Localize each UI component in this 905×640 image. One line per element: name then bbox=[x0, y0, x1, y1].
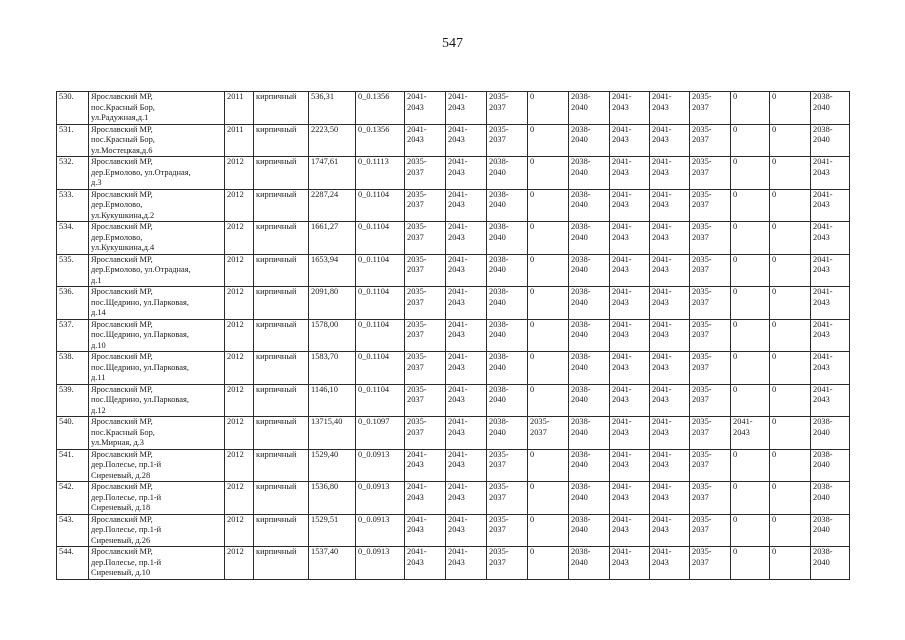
period-10-cell: 0 bbox=[770, 189, 811, 222]
period-2-cell: 2041-2043 bbox=[446, 92, 487, 125]
period-7-cell: 2041-2043 bbox=[650, 157, 690, 190]
period-1-cell: 2041-2043 bbox=[405, 514, 446, 547]
period-5-cell: 2038-2040 bbox=[569, 384, 610, 417]
period-10-cell: 0 bbox=[770, 547, 811, 580]
period-6-cell: 2041-2043 bbox=[610, 482, 650, 515]
area-cell: 1661,27 bbox=[309, 222, 356, 255]
period-9-cell: 0 bbox=[731, 222, 770, 255]
period-10-cell: 0 bbox=[770, 254, 811, 287]
period-1-cell: 2035-2037 bbox=[405, 417, 446, 450]
area-cell: 1537,40 bbox=[309, 547, 356, 580]
wall-material-cell: кирпичный bbox=[254, 157, 309, 190]
row-number-cell: 544. bbox=[57, 547, 89, 580]
table-row bbox=[57, 417, 898, 450]
period-3-cell: 2035-2037 bbox=[487, 449, 528, 482]
address-cell: Ярославский МР, пос.Щедрино, ул.Парковая, д.14 bbox=[89, 287, 225, 320]
period-5-cell: 2038-2040 bbox=[569, 189, 610, 222]
period-3-cell: 2035-2037 bbox=[487, 124, 528, 157]
wall-material-cell: кирпичный bbox=[254, 92, 309, 125]
period-7-cell: 2041-2043 bbox=[650, 319, 690, 352]
period-7-cell: 2041-2043 bbox=[650, 417, 690, 450]
period-6-cell: 2041-2043 bbox=[610, 254, 650, 287]
period-4-cell: 0 bbox=[528, 449, 569, 482]
period-8-cell: 2035-2037 bbox=[690, 222, 731, 255]
row-number-cell: 538. bbox=[57, 352, 89, 385]
area-cell: 1536,80 bbox=[309, 482, 356, 515]
period-9-cell: 0 bbox=[731, 287, 770, 320]
year-cell: 2012 bbox=[225, 254, 254, 287]
period-3-cell: 2038-2040 bbox=[487, 319, 528, 352]
wall-material-cell: кирпичный bbox=[254, 254, 309, 287]
wall-material-cell: кирпичный bbox=[254, 449, 309, 482]
table-row bbox=[57, 482, 898, 515]
row-number-cell: 535. bbox=[57, 254, 89, 287]
period-7-cell: 2041-2043 bbox=[650, 287, 690, 320]
address-cell: Ярославский МР, пос.Щедрино, ул.Парковая, д.11 bbox=[89, 352, 225, 385]
period-9-cell: 0 bbox=[731, 157, 770, 190]
table-row bbox=[57, 254, 898, 287]
period-1-cell: 2035-2037 bbox=[405, 287, 446, 320]
period-3-cell: 2038-2040 bbox=[487, 189, 528, 222]
address-cell: Ярославский МР, дер.Полесье, пр.1-й Сиреневый, д.28 bbox=[89, 449, 225, 482]
area-cell: 13715,40 bbox=[309, 417, 356, 450]
period-11-cell: 2041-2043 bbox=[811, 157, 850, 190]
code-cell: 0_0.0913 bbox=[356, 547, 405, 580]
period-3-cell: 2035-2037 bbox=[487, 547, 528, 580]
area-cell: 1653,94 bbox=[309, 254, 356, 287]
period-5-cell: 2038-2040 bbox=[569, 352, 610, 385]
address-cell: Ярославский МР, пос.Красный Бор, ул.Радужная,д.1 bbox=[89, 92, 225, 125]
wall-material-cell: кирпичный bbox=[254, 417, 309, 450]
period-6-cell: 2041-2043 bbox=[610, 449, 650, 482]
period-4-cell: 0 bbox=[528, 157, 569, 190]
period-11-cell: 2041-2043 bbox=[811, 254, 850, 287]
period-2-cell: 2041-2043 bbox=[446, 547, 487, 580]
area-cell: 2091,80 bbox=[309, 287, 356, 320]
period-7-cell: 2041-2043 bbox=[650, 92, 690, 125]
period-4-cell: 2035-2037 bbox=[528, 417, 569, 450]
row-number-cell: 541. bbox=[57, 449, 89, 482]
period-10-cell: 0 bbox=[770, 92, 811, 125]
code-cell: 0_0.0913 bbox=[356, 514, 405, 547]
address-cell: Ярославский МР, пос.Красный Бор, ул.Мирная, д.3 bbox=[89, 417, 225, 450]
area-cell: 2223,50 bbox=[309, 124, 356, 157]
table-body bbox=[57, 92, 898, 580]
area-cell: 1529,51 bbox=[309, 514, 356, 547]
area-cell: 536,31 bbox=[309, 92, 356, 125]
period-11-cell: 2038-2040 bbox=[811, 417, 850, 450]
table-row bbox=[57, 514, 898, 547]
table-row bbox=[57, 547, 898, 580]
period-5-cell: 2038-2040 bbox=[569, 222, 610, 255]
code-cell: 0_0.1104 bbox=[356, 254, 405, 287]
period-9-cell: 0 bbox=[731, 254, 770, 287]
period-2-cell: 2041-2043 bbox=[446, 319, 487, 352]
address-cell: Ярославский МР, пос.Красный Бор, ул.Мостецкая,д.6 bbox=[89, 124, 225, 157]
period-5-cell: 2038-2040 bbox=[569, 547, 610, 580]
wall-material-cell: кирпичный bbox=[254, 482, 309, 515]
period-4-cell: 0 bbox=[528, 92, 569, 125]
period-1-cell: 2041-2043 bbox=[405, 449, 446, 482]
year-cell: 2012 bbox=[225, 514, 254, 547]
period-1-cell: 2041-2043 bbox=[405, 547, 446, 580]
area-cell: 1529,40 bbox=[309, 449, 356, 482]
period-1-cell: 2035-2037 bbox=[405, 254, 446, 287]
wall-material-cell: кирпичный bbox=[254, 547, 309, 580]
address-cell: Ярославский МР, пос.Щедрино, ул.Парковая, д.10 bbox=[89, 319, 225, 352]
table-row bbox=[57, 449, 898, 482]
code-cell: 0_0.1104 bbox=[356, 384, 405, 417]
period-4-cell: 0 bbox=[528, 287, 569, 320]
period-4-cell: 0 bbox=[528, 319, 569, 352]
period-6-cell: 2041-2043 bbox=[610, 287, 650, 320]
period-9-cell: 0 bbox=[731, 189, 770, 222]
wall-material-cell: кирпичный bbox=[254, 319, 309, 352]
wall-material-cell: кирпичный bbox=[254, 124, 309, 157]
period-4-cell: 0 bbox=[528, 514, 569, 547]
period-5-cell: 2038-2040 bbox=[569, 449, 610, 482]
period-6-cell: 2041-2043 bbox=[610, 319, 650, 352]
period-1-cell: 2041-2043 bbox=[405, 92, 446, 125]
period-10-cell: 0 bbox=[770, 417, 811, 450]
area-cell: 1578,00 bbox=[309, 319, 356, 352]
period-11-cell: 2038-2040 bbox=[811, 92, 850, 125]
period-6-cell: 2041-2043 bbox=[610, 92, 650, 125]
period-8-cell: 2035-2037 bbox=[690, 157, 731, 190]
address-cell: Ярославский МР, дер.Полесье, пр.1-й Сиреневый, д.10 bbox=[89, 547, 225, 580]
period-8-cell: 2035-2037 bbox=[690, 547, 731, 580]
period-5-cell: 2038-2040 bbox=[569, 514, 610, 547]
period-8-cell: 2035-2037 bbox=[690, 482, 731, 515]
period-3-cell: 2035-2037 bbox=[487, 482, 528, 515]
period-10-cell: 0 bbox=[770, 157, 811, 190]
period-4-cell: 0 bbox=[528, 547, 569, 580]
address-cell: Ярославский МР, дер.Ермолово, ул.Кукушкина,д.4 bbox=[89, 222, 225, 255]
year-cell: 2012 bbox=[225, 157, 254, 190]
code-cell: 0_0.1104 bbox=[356, 287, 405, 320]
wall-material-cell: кирпичный bbox=[254, 384, 309, 417]
period-9-cell: 0 bbox=[731, 384, 770, 417]
period-6-cell: 2041-2043 bbox=[610, 417, 650, 450]
period-8-cell: 2035-2037 bbox=[690, 384, 731, 417]
area-cell: 1146,10 bbox=[309, 384, 356, 417]
period-7-cell: 2041-2043 bbox=[650, 222, 690, 255]
period-1-cell: 2035-2037 bbox=[405, 222, 446, 255]
period-11-cell: 2038-2040 bbox=[811, 482, 850, 515]
row-number-cell: 530. bbox=[57, 92, 89, 125]
period-8-cell: 2035-2037 bbox=[690, 124, 731, 157]
period-4-cell: 0 bbox=[528, 482, 569, 515]
period-6-cell: 2041-2043 bbox=[610, 124, 650, 157]
period-7-cell: 2041-2043 bbox=[650, 514, 690, 547]
period-1-cell: 2041-2043 bbox=[405, 482, 446, 515]
period-6-cell: 2041-2043 bbox=[610, 352, 650, 385]
period-8-cell: 2035-2037 bbox=[690, 417, 731, 450]
row-number-cell: 540. bbox=[57, 417, 89, 450]
period-8-cell: 2035-2037 bbox=[690, 189, 731, 222]
period-5-cell: 2038-2040 bbox=[569, 319, 610, 352]
row-number-cell: 543. bbox=[57, 514, 89, 547]
period-3-cell: 2035-2037 bbox=[487, 514, 528, 547]
code-cell: 0_0.1113 bbox=[356, 157, 405, 190]
address-cell: Ярославский МР, дер.Ермолово, ул.Отрадная, д.1 bbox=[89, 254, 225, 287]
code-cell: 0_0.1104 bbox=[356, 222, 405, 255]
year-cell: 2012 bbox=[225, 352, 254, 385]
period-9-cell: 0 bbox=[731, 449, 770, 482]
wall-material-cell: кирпичный bbox=[254, 514, 309, 547]
period-11-cell: 2038-2040 bbox=[811, 547, 850, 580]
period-6-cell: 2041-2043 bbox=[610, 189, 650, 222]
period-11-cell: 2041-2043 bbox=[811, 384, 850, 417]
period-9-cell: 0 bbox=[731, 124, 770, 157]
wall-material-cell: кирпичный bbox=[254, 287, 309, 320]
table-row bbox=[57, 92, 898, 125]
period-3-cell: 2038-2040 bbox=[487, 384, 528, 417]
period-2-cell: 2041-2043 bbox=[446, 157, 487, 190]
period-2-cell: 2041-2043 bbox=[446, 417, 487, 450]
year-cell: 2012 bbox=[225, 482, 254, 515]
period-5-cell: 2038-2040 bbox=[569, 254, 610, 287]
period-8-cell: 2035-2037 bbox=[690, 514, 731, 547]
table-row bbox=[57, 124, 898, 157]
year-cell: 2012 bbox=[225, 287, 254, 320]
period-4-cell: 0 bbox=[528, 222, 569, 255]
period-11-cell: 2041-2043 bbox=[811, 189, 850, 222]
code-cell: 0_0.0913 bbox=[356, 482, 405, 515]
period-7-cell: 2041-2043 bbox=[650, 547, 690, 580]
period-3-cell: 2038-2040 bbox=[487, 287, 528, 320]
period-5-cell: 2038-2040 bbox=[569, 92, 610, 125]
period-6-cell: 2041-2043 bbox=[610, 222, 650, 255]
wall-material-cell: кирпичный bbox=[254, 189, 309, 222]
address-cell: Ярославский МР, дер.Ермолово, ул.Кукушкина,д.2 bbox=[89, 189, 225, 222]
period-2-cell: 2041-2043 bbox=[446, 222, 487, 255]
area-cell: 2287,24 bbox=[309, 189, 356, 222]
period-1-cell: 2035-2037 bbox=[405, 352, 446, 385]
period-7-cell: 2041-2043 bbox=[650, 384, 690, 417]
period-9-cell: 0 bbox=[731, 482, 770, 515]
period-2-cell: 2041-2043 bbox=[446, 449, 487, 482]
year-cell: 2012 bbox=[225, 384, 254, 417]
period-2-cell: 2041-2043 bbox=[446, 189, 487, 222]
row-number-cell: 537. bbox=[57, 319, 89, 352]
period-9-cell: 0 bbox=[731, 352, 770, 385]
row-number-cell: 531. bbox=[57, 124, 89, 157]
period-11-cell: 2038-2040 bbox=[811, 514, 850, 547]
housing-register-table bbox=[56, 91, 898, 580]
year-cell: 2012 bbox=[225, 222, 254, 255]
period-2-cell: 2041-2043 bbox=[446, 384, 487, 417]
year-cell: 2012 bbox=[225, 319, 254, 352]
period-1-cell: 2041-2043 bbox=[405, 124, 446, 157]
period-3-cell: 2038-2040 bbox=[487, 222, 528, 255]
period-6-cell: 2041-2043 bbox=[610, 514, 650, 547]
period-8-cell: 2035-2037 bbox=[690, 92, 731, 125]
period-4-cell: 0 bbox=[528, 254, 569, 287]
period-7-cell: 2041-2043 bbox=[650, 254, 690, 287]
table-row bbox=[57, 384, 898, 417]
code-cell: 0_0.1104 bbox=[356, 319, 405, 352]
code-cell: 0_0.1097 bbox=[356, 417, 405, 450]
period-11-cell: 2038-2040 bbox=[811, 449, 850, 482]
period-8-cell: 2035-2037 bbox=[690, 287, 731, 320]
period-9-cell: 2041-2043 bbox=[731, 417, 770, 450]
period-1-cell: 2035-2037 bbox=[405, 319, 446, 352]
address-cell: Ярославский МР, дер.Полесье, пр.1-й Сиреневый, д.26 bbox=[89, 514, 225, 547]
code-cell: 0_0.1104 bbox=[356, 189, 405, 222]
period-7-cell: 2041-2043 bbox=[650, 449, 690, 482]
page-number: 547 bbox=[442, 36, 463, 51]
period-9-cell: 0 bbox=[731, 514, 770, 547]
period-5-cell: 2038-2040 bbox=[569, 482, 610, 515]
period-2-cell: 2041-2043 bbox=[446, 124, 487, 157]
period-7-cell: 2041-2043 bbox=[650, 482, 690, 515]
address-cell: Ярославский МР, пос.Щедрино, ул.Парковая, д.12 bbox=[89, 384, 225, 417]
period-1-cell: 2035-2037 bbox=[405, 384, 446, 417]
period-9-cell: 0 bbox=[731, 319, 770, 352]
period-8-cell: 2035-2037 bbox=[690, 254, 731, 287]
period-10-cell: 0 bbox=[770, 319, 811, 352]
table-row bbox=[57, 319, 898, 352]
row-number-cell: 536. bbox=[57, 287, 89, 320]
code-cell: 0_0.1356 bbox=[356, 92, 405, 125]
table-row bbox=[57, 157, 898, 190]
row-number-cell: 532. bbox=[57, 157, 89, 190]
area-cell: 1583,70 bbox=[309, 352, 356, 385]
wall-material-cell: кирпичный bbox=[254, 222, 309, 255]
year-cell: 2012 bbox=[225, 449, 254, 482]
period-4-cell: 0 bbox=[528, 384, 569, 417]
period-4-cell: 0 bbox=[528, 352, 569, 385]
period-7-cell: 2041-2043 bbox=[650, 124, 690, 157]
period-1-cell: 2035-2037 bbox=[405, 189, 446, 222]
period-8-cell: 2035-2037 bbox=[690, 449, 731, 482]
table-row bbox=[57, 222, 898, 255]
period-8-cell: 2035-2037 bbox=[690, 319, 731, 352]
period-5-cell: 2038-2040 bbox=[569, 287, 610, 320]
row-number-cell: 534. bbox=[57, 222, 89, 255]
period-2-cell: 2041-2043 bbox=[446, 482, 487, 515]
period-10-cell: 0 bbox=[770, 124, 811, 157]
period-4-cell: 0 bbox=[528, 189, 569, 222]
period-10-cell: 0 bbox=[770, 482, 811, 515]
period-7-cell: 2041-2043 bbox=[650, 352, 690, 385]
period-10-cell: 0 bbox=[770, 384, 811, 417]
period-10-cell: 0 bbox=[770, 222, 811, 255]
period-10-cell: 0 bbox=[770, 287, 811, 320]
year-cell: 2012 bbox=[225, 417, 254, 450]
period-6-cell: 2041-2043 bbox=[610, 157, 650, 190]
period-2-cell: 2041-2043 bbox=[446, 287, 487, 320]
period-3-cell: 2035-2037 bbox=[487, 92, 528, 125]
period-5-cell: 2038-2040 bbox=[569, 124, 610, 157]
period-5-cell: 2038-2040 bbox=[569, 157, 610, 190]
table-row bbox=[57, 189, 898, 222]
year-cell: 2012 bbox=[225, 547, 254, 580]
period-9-cell: 0 bbox=[731, 92, 770, 125]
year-cell: 2011 bbox=[225, 92, 254, 125]
period-3-cell: 2038-2040 bbox=[487, 417, 528, 450]
code-cell: 0_0.1356 bbox=[356, 124, 405, 157]
code-cell: 0_0.1104 bbox=[356, 352, 405, 385]
period-11-cell: 2041-2043 bbox=[811, 352, 850, 385]
period-7-cell: 2041-2043 bbox=[650, 189, 690, 222]
wall-material-cell: кирпичный bbox=[254, 352, 309, 385]
period-11-cell: 2041-2043 bbox=[811, 287, 850, 320]
period-6-cell: 2041-2043 bbox=[610, 547, 650, 580]
year-cell: 2011 bbox=[225, 124, 254, 157]
address-cell: Ярославский МР, дер.Ермолово, ул.Отрадная, д.3 bbox=[89, 157, 225, 190]
period-4-cell: 0 bbox=[528, 124, 569, 157]
period-11-cell: 2038-2040 bbox=[811, 124, 850, 157]
period-2-cell: 2041-2043 bbox=[446, 352, 487, 385]
period-3-cell: 2038-2040 bbox=[487, 352, 528, 385]
period-2-cell: 2041-2043 bbox=[446, 514, 487, 547]
period-5-cell: 2038-2040 bbox=[569, 417, 610, 450]
year-cell: 2012 bbox=[225, 189, 254, 222]
period-6-cell: 2041-2043 bbox=[610, 384, 650, 417]
period-3-cell: 2038-2040 bbox=[487, 157, 528, 190]
code-cell: 0_0.0913 bbox=[356, 449, 405, 482]
period-3-cell: 2038-2040 bbox=[487, 254, 528, 287]
row-number-cell: 533. bbox=[57, 189, 89, 222]
row-number-cell: 542. bbox=[57, 482, 89, 515]
table-row bbox=[57, 287, 898, 320]
period-10-cell: 0 bbox=[770, 449, 811, 482]
period-9-cell: 0 bbox=[731, 547, 770, 580]
period-10-cell: 0 bbox=[770, 514, 811, 547]
period-2-cell: 2041-2043 bbox=[446, 254, 487, 287]
address-cell: Ярославский МР, дер.Полесье, пр.1-й Сиреневый, д.18 bbox=[89, 482, 225, 515]
period-1-cell: 2035-2037 bbox=[405, 157, 446, 190]
period-11-cell: 2041-2043 bbox=[811, 222, 850, 255]
period-8-cell: 2035-2037 bbox=[690, 352, 731, 385]
table-row bbox=[57, 352, 898, 385]
area-cell: 1747,61 bbox=[309, 157, 356, 190]
period-11-cell: 2041-2043 bbox=[811, 319, 850, 352]
period-10-cell: 0 bbox=[770, 352, 811, 385]
row-number-cell: 539. bbox=[57, 384, 89, 417]
